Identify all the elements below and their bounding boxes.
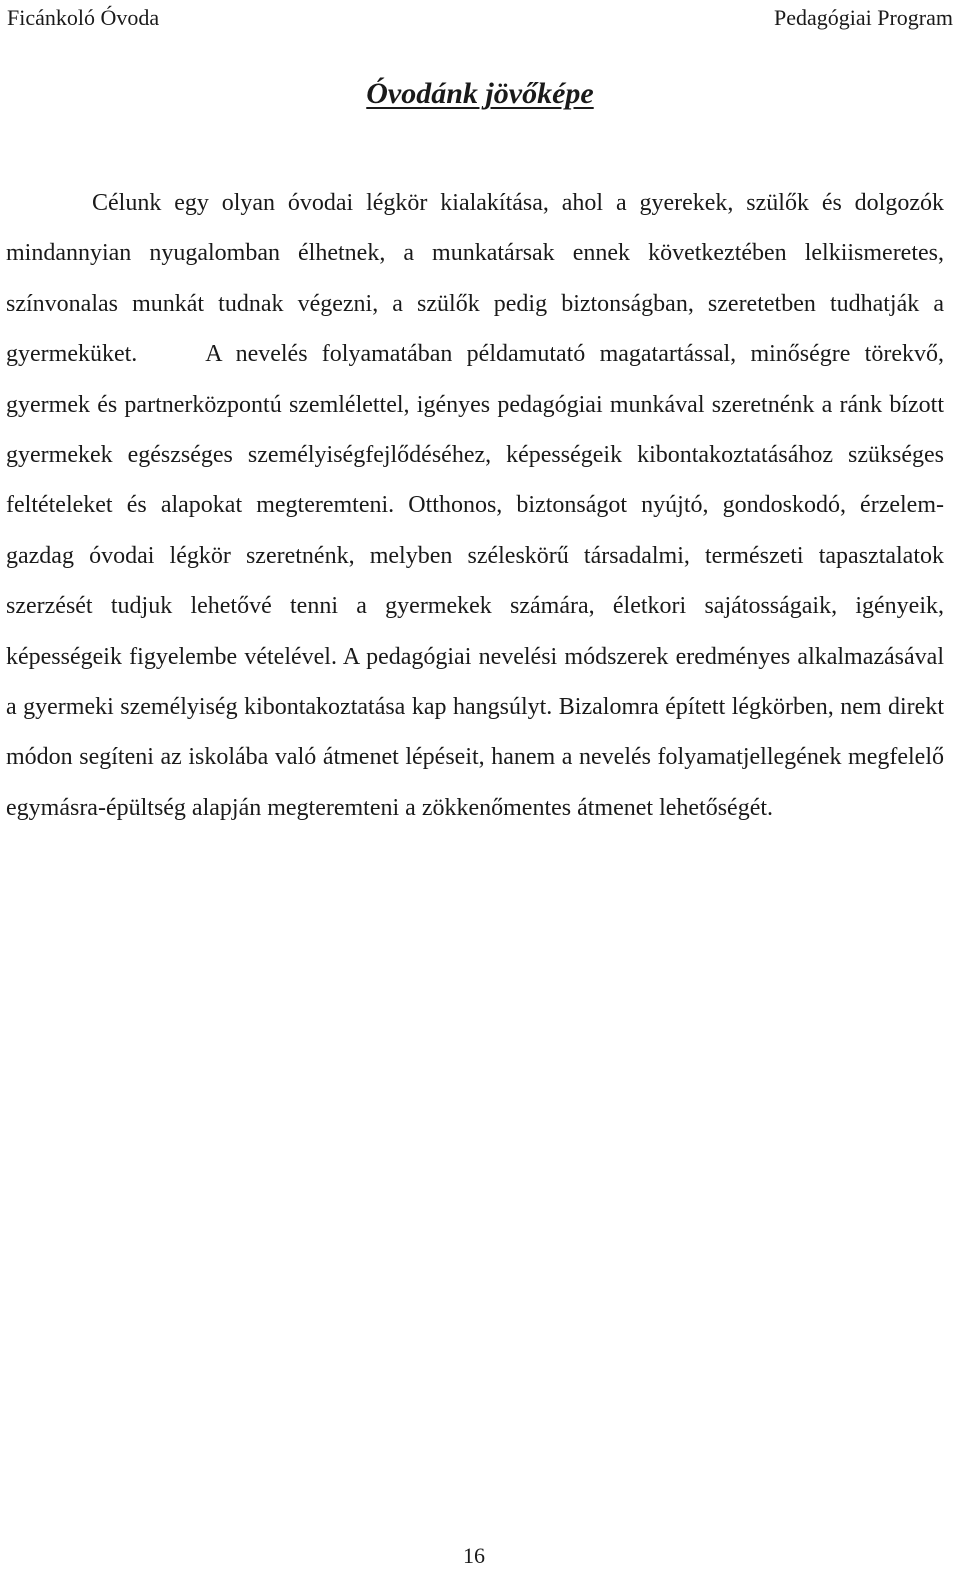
page-number: 16 <box>463 1543 485 1568</box>
header-school-name: Ficánkoló Óvoda <box>7 5 160 30</box>
paragraph-intro: Célunk egy olyan óvodai légkör kialakítása, ahol a gyerekek, szülők és dolgozók mindannyian nyugalomban élhetnek, a munkatársak ennek következtében lelkiismeretes, színvonalas munkát tudnak végezni, a szülők pedig biztonságban, szeretetben tudhatják a gyermeküket. <box>6 190 944 368</box>
running-header <box>7 4 953 32</box>
body-paragraph <box>6 178 944 833</box>
paragraph-main: A nevelés folyamatában példamutató magatartással, minőségre törekvő, gyermek és partnerközpontú szemlélettel, igényes pedagógiai munkával szeretnénk a ránk bízott gyermekek egészséges személyiségfejlődéséhez, képességeik kibontakoztatásához szükséges feltételeket és alapokat megteremteni. Otthonos, biztonságot nyújtó, gondoskodó, érzelem-gazdag óvodai légkör szeretnénk, melyben széleskörű társadalmi, természeti tapasztalatok szerzését tudjuk lehetővé tenni a gyermekek számára, életkori sajátosságaik, igényeik, képességeik figyelembe vételével. A pedagógiai nevelési módszerek eredményes alkalmazásával a gyermeki személyiség kibontakoztatása kap hangsúlyt. Bizalomra épített légkörben, nem direkt módon segíteni az iskolába való átmenet lépéseit, hanem a nevelés folyamatjellegének megfelelő egymásra-épültség alapján megteremteni a zökkenőmentes átmenet lehetőségét. <box>6 341 944 821</box>
page-title: Óvodánk jövőképe <box>366 77 594 110</box>
header-document-title: Pedagógiai Program <box>773 5 953 30</box>
